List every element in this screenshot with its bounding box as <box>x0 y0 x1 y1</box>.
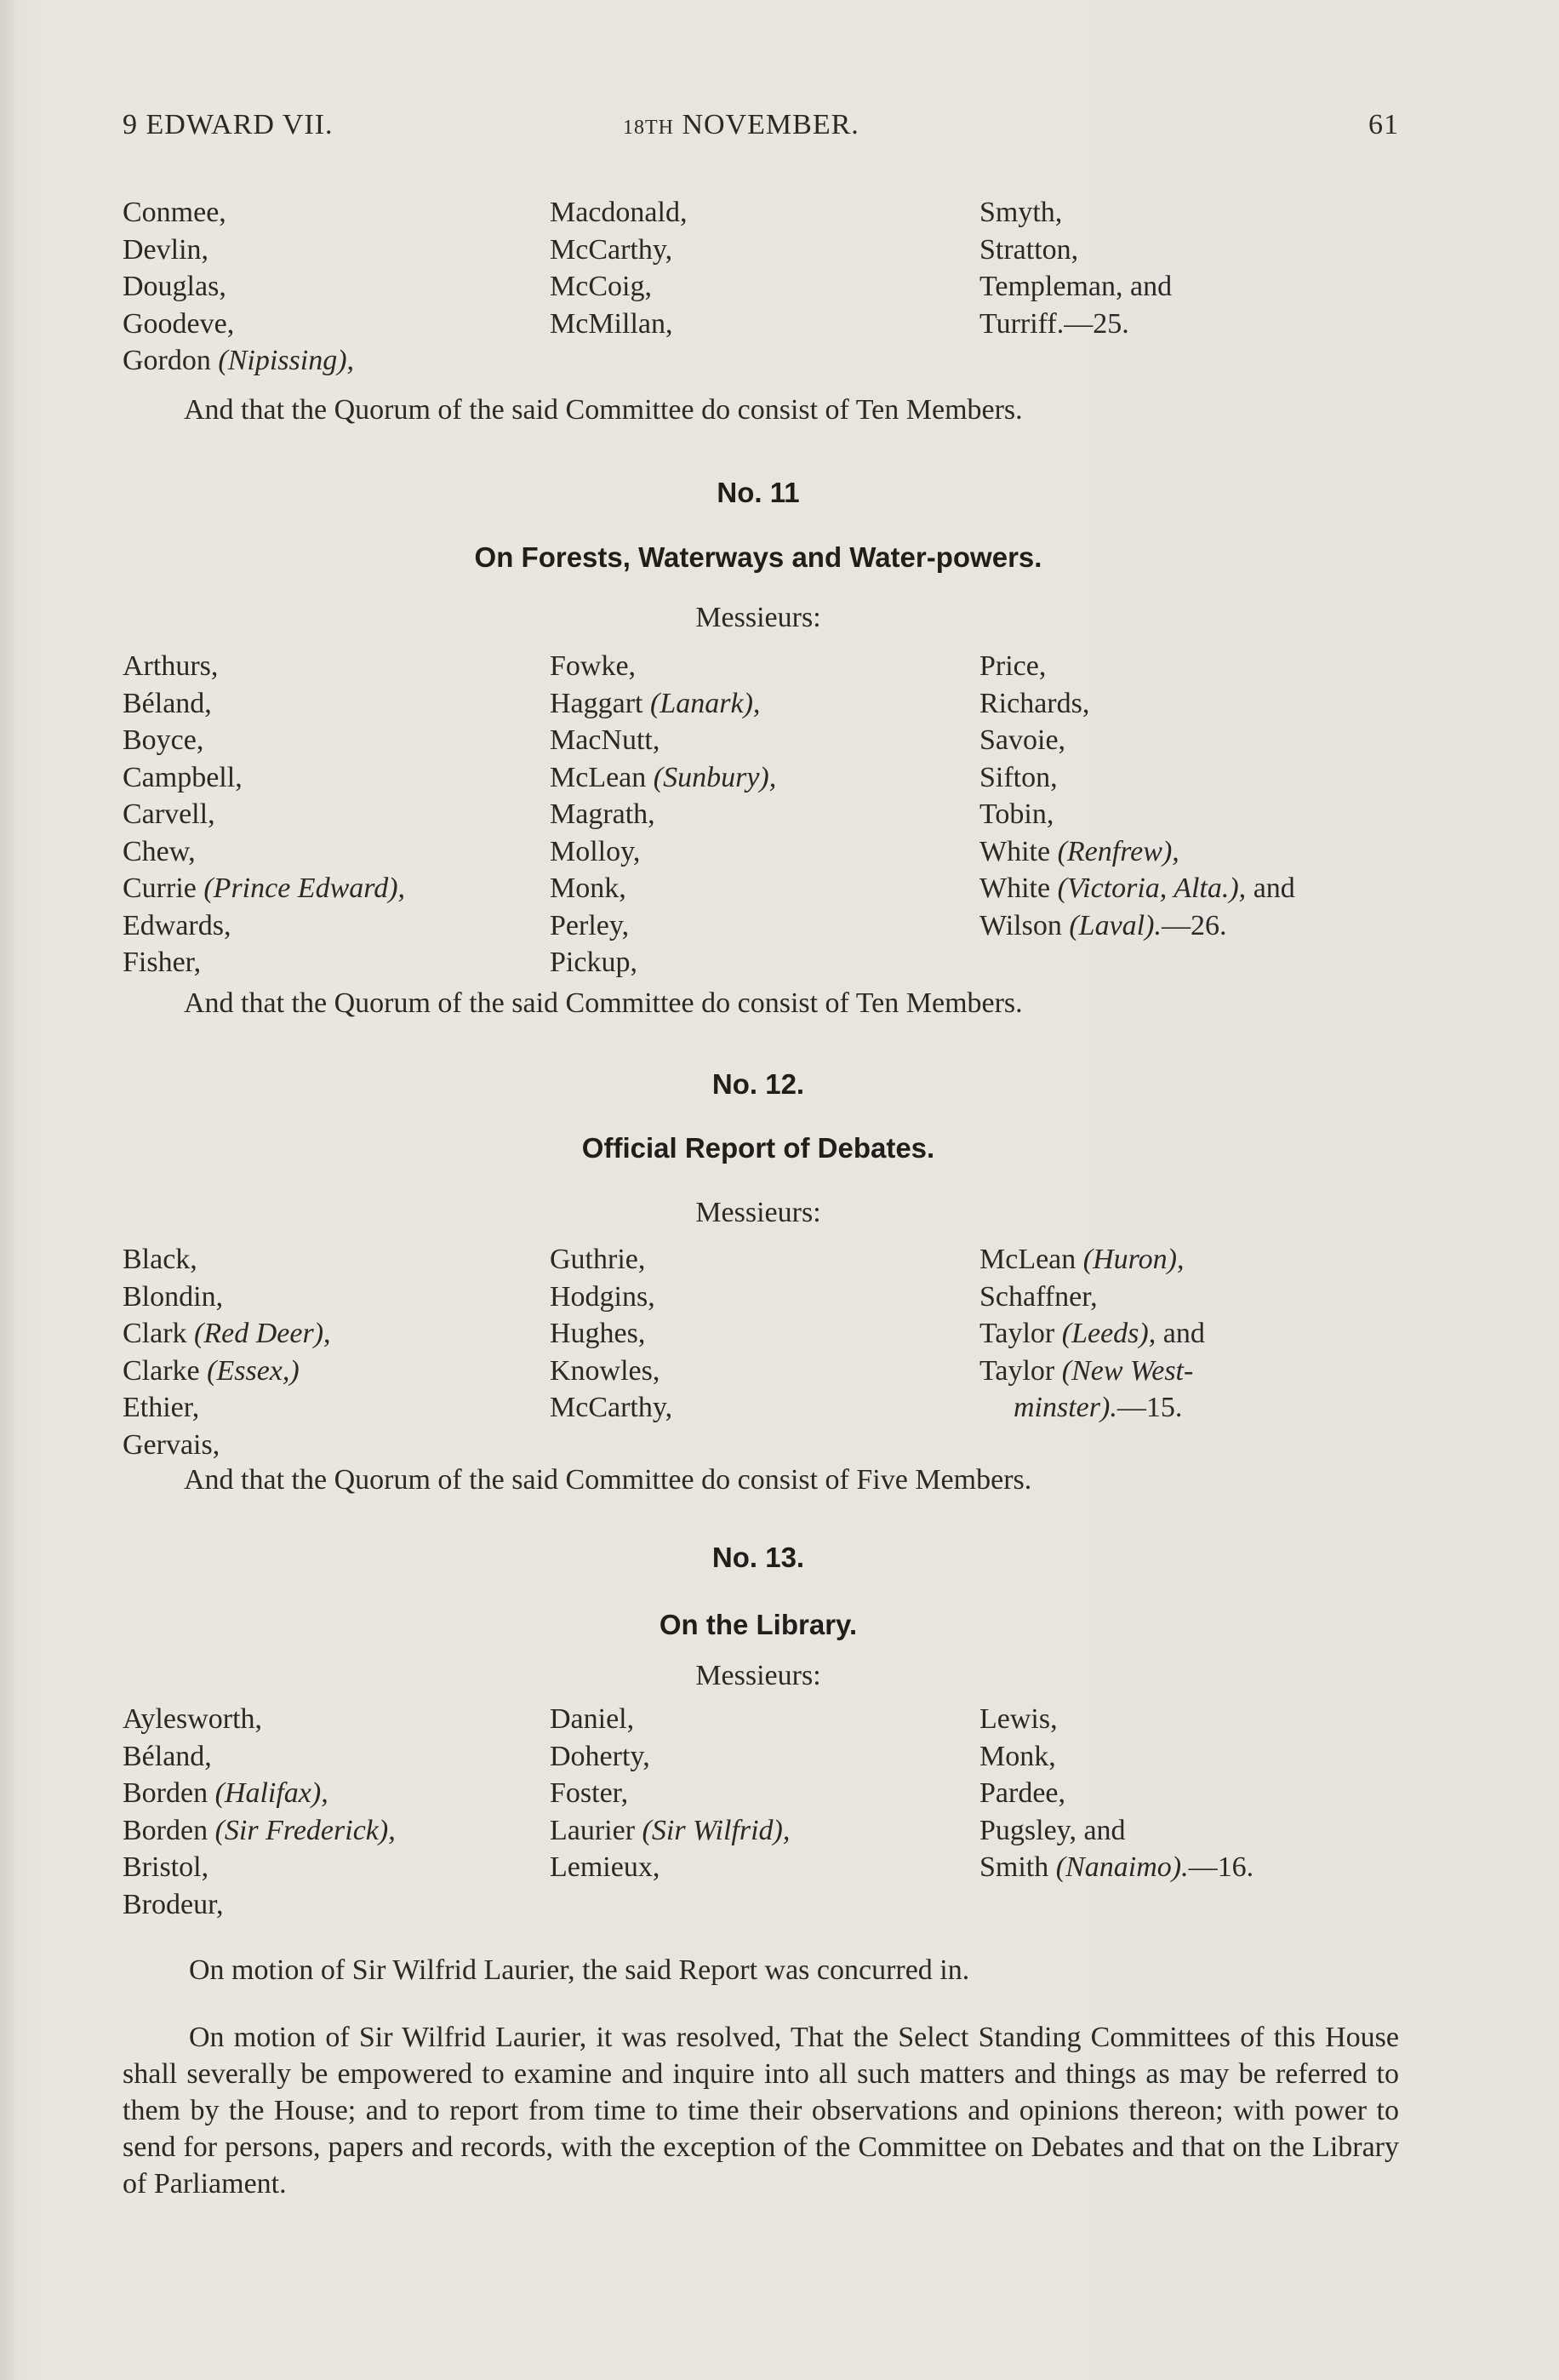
member-name <box>979 1315 1205 1353</box>
member-surname: Haggart <box>550 687 651 719</box>
member-riding: (Prince Edward), <box>203 872 406 904</box>
no13-number: No. 13. <box>711 1542 805 1573</box>
member-name <box>123 796 405 833</box>
member-surname: Gervais, <box>123 1428 220 1461</box>
member-name <box>123 1775 396 1812</box>
member-name <box>123 342 354 380</box>
member-name <box>123 1279 331 1316</box>
page-number: 61 <box>1368 109 1399 140</box>
member-name <box>123 1241 331 1279</box>
member-name <box>979 870 1295 907</box>
member-name <box>123 722 405 759</box>
member-name: McCoig, <box>550 271 652 302</box>
member-surname: Blondin, <box>123 1280 224 1313</box>
member-surname: Pugsley, and <box>979 1814 1126 1846</box>
member-name <box>550 1738 790 1776</box>
no11-col3 <box>979 648 1295 944</box>
member-suffix: and <box>1246 872 1295 904</box>
member-name <box>550 944 776 981</box>
member-name: Macdonald, <box>550 197 688 228</box>
member-riding: (Halifax), <box>214 1777 328 1809</box>
member-surname: Molloy, <box>550 835 641 867</box>
member-name <box>979 833 1295 871</box>
member-surname: Clarke <box>123 1354 208 1387</box>
member-surname: Gordon <box>123 345 211 376</box>
member-surname: Carvell, <box>123 798 215 830</box>
member-surname: White <box>979 872 1058 904</box>
member-surname: Perley, <box>550 909 630 941</box>
member-riding: (Victoria, Alta.), <box>1057 872 1247 904</box>
member-surname: Schaffner, <box>979 1280 1098 1313</box>
no13-messieurs: Messieurs: <box>695 1660 821 1691</box>
member-surname: Sifton, <box>979 761 1058 793</box>
member-name: McMillan, <box>550 307 673 340</box>
no11-title: On Forests, Waterways and Water-powers. <box>474 541 1042 573</box>
no12-messieurs: Messieurs: <box>695 1197 821 1228</box>
no12-col3 <box>979 1241 1205 1427</box>
member-surname: Hughes, <box>550 1318 646 1349</box>
header-date <box>623 109 859 141</box>
member-name <box>550 870 776 907</box>
member-name <box>550 1315 672 1353</box>
member-suffix: —26. <box>1161 909 1227 941</box>
member-surname: Savoie, <box>979 724 1066 756</box>
member-surname: White <box>979 835 1058 867</box>
member-name <box>123 1886 396 1924</box>
member-name: Stratton, <box>979 233 1079 266</box>
member-riding: (Essex,) <box>207 1354 300 1387</box>
header-regnal-year: 9 EDWARD VII. <box>123 109 334 140</box>
member-surname: Doherty, <box>550 1740 650 1772</box>
no11-quorum: And that the Quorum of the said Committee do consist of Ten Members. <box>184 987 1023 1019</box>
member-name <box>550 907 776 945</box>
no13-col3 <box>979 1701 1253 1886</box>
member-suffix: —16. <box>1188 1851 1254 1883</box>
member-name <box>979 722 1295 759</box>
member-surname: Ethier, <box>123 1392 200 1423</box>
member-surname: Boyce, <box>123 724 204 756</box>
member-surname: Laurier <box>550 1814 642 1846</box>
member-name <box>550 722 776 759</box>
member-name <box>123 1701 396 1738</box>
block10-quorum: And that the Quorum of the said Committee do consist of Ten Members. <box>184 394 1023 426</box>
member-surname: Chew, <box>123 835 196 867</box>
no12-quorum: And that the Quorum of the said Committee do consist of Five Members. <box>184 1464 1032 1496</box>
member-name <box>550 1701 790 1738</box>
block10-col1 <box>123 194 354 380</box>
member-riding: (Nanaimo). <box>1055 1851 1189 1883</box>
member-name: Devlin, <box>123 233 209 266</box>
member-name <box>550 759 776 797</box>
member-surname: Daniel, <box>550 1703 635 1735</box>
no11-number: No. 11 <box>717 477 800 508</box>
member-riding: (Leeds), <box>1061 1318 1156 1349</box>
member-surname: Béland, <box>123 1740 212 1772</box>
member-name: McCarthy, <box>550 233 673 266</box>
member-name <box>550 1849 790 1886</box>
member-name: Smyth, <box>979 197 1063 228</box>
motion-concurred: On motion of Sir Wilfrid Laurier, the said Report was concurred in. <box>189 1954 970 1986</box>
member-name: Conmee, <box>123 197 226 228</box>
member-riding: (Sunbury), <box>653 761 777 793</box>
member-suffix: and <box>1156 1318 1205 1349</box>
member-surname: Aylesworth, <box>123 1703 263 1735</box>
member-surname: Campbell, <box>123 761 243 793</box>
header-date-month: NOVEMBER. <box>674 109 859 140</box>
member-suffix: —15. <box>1116 1392 1183 1423</box>
member-surname: Edwards, <box>123 909 231 941</box>
member-surname: Black, <box>123 1244 197 1275</box>
member-name <box>550 648 776 685</box>
member-surname: Arthurs, <box>123 650 219 682</box>
member-name <box>979 1738 1253 1776</box>
running-header <box>123 109 1399 152</box>
member-riding: (Huron), <box>1082 1244 1185 1275</box>
member-surname: Béland, <box>123 687 212 719</box>
member-riding: (New West- <box>1061 1354 1194 1387</box>
member-name <box>123 833 405 871</box>
member-riding: (Sir Wilfrid), <box>642 1814 791 1846</box>
member-surname: McLean <box>550 761 654 793</box>
member-name <box>550 1389 672 1427</box>
member-surname: Foster, <box>550 1777 629 1809</box>
member-name <box>979 1775 1253 1812</box>
member-riding: (Renfrew), <box>1057 835 1179 867</box>
member-surname: Bristol, <box>123 1851 209 1883</box>
member-surname: Pickup, <box>550 947 637 978</box>
member-surname: Taylor <box>979 1354 1062 1387</box>
block10-col3 <box>979 194 1172 342</box>
member-riding: (Laval). <box>1069 909 1162 941</box>
member-name <box>550 1812 790 1850</box>
member-name <box>123 685 405 723</box>
member-name <box>123 1849 396 1886</box>
member-name <box>979 1812 1253 1850</box>
member-name <box>123 1353 331 1390</box>
member-surname: Borden <box>123 1777 215 1809</box>
member-surname: McCarthy, <box>550 1392 673 1423</box>
no11-col1 <box>123 648 405 981</box>
member-surname: Fisher, <box>123 947 202 978</box>
motion-resolution: On motion of Sir Wilfrid Laurier, it was resolved, That the Select Standing Committees of this House shall severally be empowered to examine and inquire into all such matters and things as may be referred to them by the House; and to report from time to time their observations and opinions thereon; with power to send for persons, papers and records, with the exception of the Committee on Debates and that on the Library of Parliament. <box>123 2022 1399 2200</box>
member-name <box>550 1353 672 1390</box>
member-surname: Pardee, <box>979 1777 1066 1809</box>
member-riding: minster). <box>1014 1392 1117 1423</box>
member-name <box>123 648 405 685</box>
member-riding: (Lanark), <box>650 687 761 719</box>
member-name <box>123 759 405 797</box>
member-name <box>123 907 405 945</box>
member-surname: Clark <box>123 1318 195 1349</box>
member-surname: Wilson <box>979 909 1070 941</box>
member-riding: (Red Deer), <box>194 1318 331 1349</box>
no12-title: Official Report of Debates. <box>581 1132 935 1164</box>
no13-title: On the Library. <box>659 1609 858 1640</box>
member-name <box>550 685 776 723</box>
member-name: Douglas, <box>123 271 226 302</box>
header-date-day: 18TH <box>623 117 674 139</box>
member-name <box>979 648 1295 685</box>
member-surname: MacNutt, <box>550 724 660 756</box>
member-surname: Guthrie, <box>550 1244 646 1275</box>
member-name <box>123 1389 331 1427</box>
member-name <box>979 1353 1205 1390</box>
member-surname: Lemieux, <box>550 1851 660 1883</box>
member-surname: Tobin, <box>979 798 1054 830</box>
member-name <box>123 1427 331 1464</box>
member-surname: Lewis, <box>979 1703 1058 1735</box>
no13-col2 <box>550 1701 790 1886</box>
member-riding: (Sir Frederick), <box>214 1814 396 1846</box>
no11-col2 <box>550 648 776 981</box>
member-name <box>123 1315 331 1353</box>
member-name <box>979 907 1295 945</box>
no11-messieurs: Messieurs: <box>695 602 821 633</box>
member-surname: Smith <box>979 1851 1056 1883</box>
member-surname: Fowke, <box>550 650 637 682</box>
no12-col2 <box>550 1241 672 1427</box>
member-surname: Hodgins, <box>550 1280 655 1313</box>
member-name <box>123 1738 396 1776</box>
no12-number: No. 12. <box>711 1068 805 1100</box>
block10-col2 <box>550 194 687 342</box>
member-name: Turriff.—25. <box>979 307 1129 340</box>
member-surname: Borden <box>123 1814 215 1846</box>
member-name <box>979 685 1295 723</box>
member-surname: Price, <box>979 650 1047 682</box>
member-name <box>123 944 405 981</box>
member-name: Templeman, and <box>979 271 1173 302</box>
member-name <box>550 1775 790 1812</box>
member-name <box>979 796 1295 833</box>
member-surname: McLean <box>979 1244 1083 1275</box>
member-surname: Magrath, <box>550 798 655 830</box>
member-surname: Monk, <box>979 1740 1056 1772</box>
member-name <box>123 1812 396 1850</box>
member-name <box>550 1241 672 1279</box>
member-name <box>123 870 405 907</box>
member-name <box>979 1849 1253 1886</box>
member-name <box>979 1241 1205 1279</box>
member-name <box>979 1389 1205 1427</box>
member-name <box>979 1701 1253 1738</box>
no12-col1 <box>123 1241 331 1463</box>
member-name <box>550 833 776 871</box>
member-name <box>550 796 776 833</box>
member-surname: Taylor <box>979 1318 1062 1349</box>
member-name <box>979 1279 1205 1316</box>
member-surname: Monk, <box>550 872 626 904</box>
member-riding: (Nipissing), <box>218 345 355 376</box>
member-surname: Knowles, <box>550 1354 660 1387</box>
member-name <box>979 759 1295 797</box>
member-name: Goodeve, <box>123 307 235 340</box>
member-name <box>550 1279 672 1316</box>
member-surname: Brodeur, <box>123 1888 224 1920</box>
no13-col1 <box>123 1701 396 1923</box>
member-surname: Currie <box>123 872 204 904</box>
member-surname: Richards, <box>979 687 1090 719</box>
